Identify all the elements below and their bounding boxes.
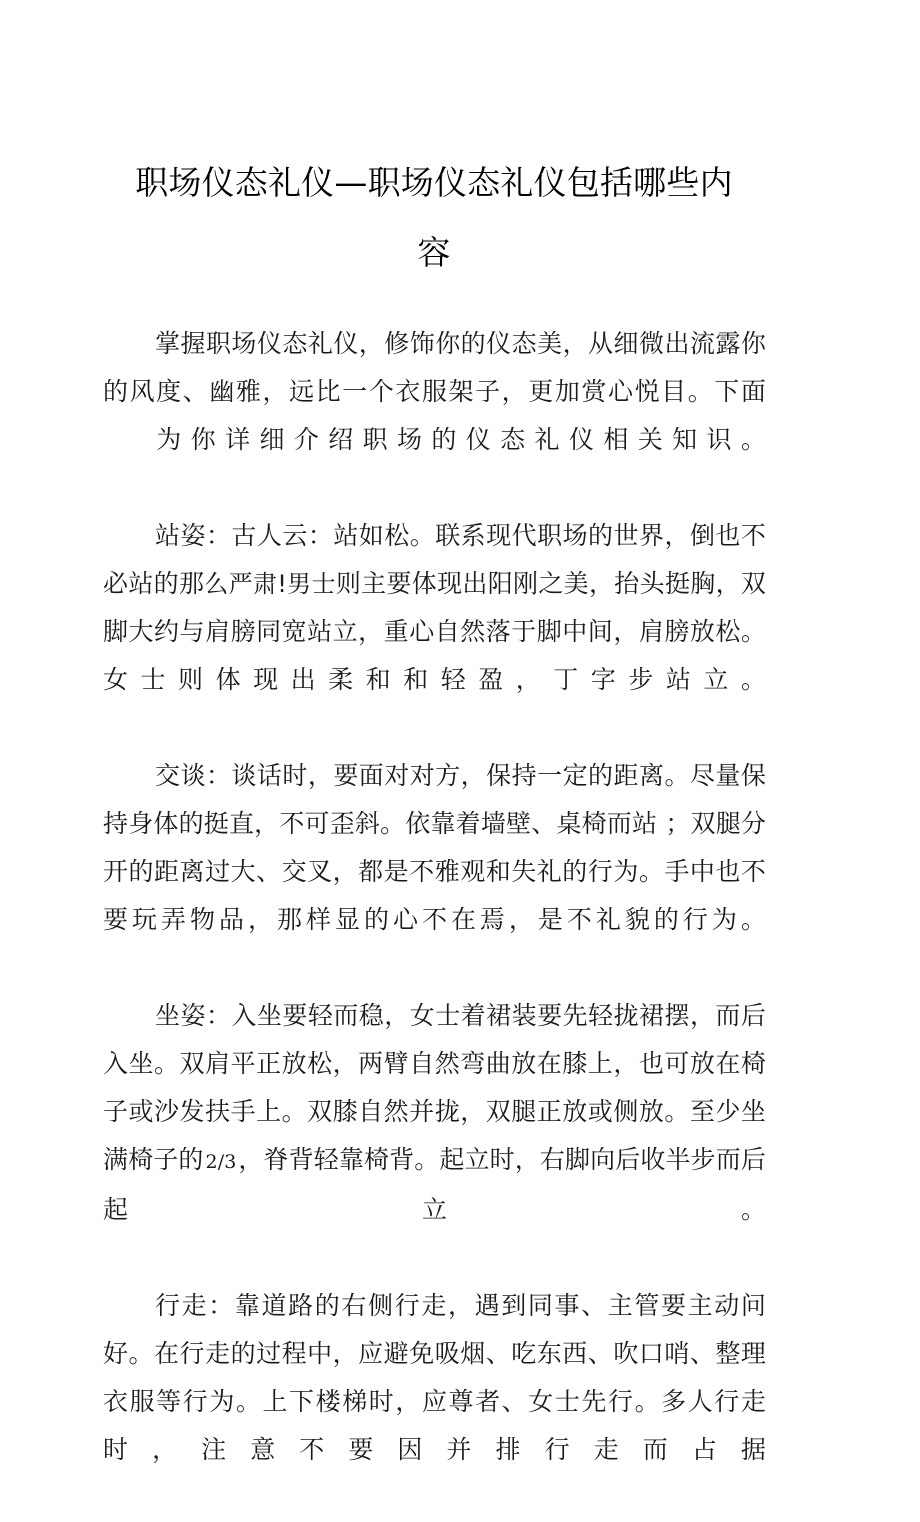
paragraph-intro [103,320,766,512]
paragraph-walking: 行走：靠道路的右侧行走，遇到同事、主管要主动问好。在行走的过程中，应避免吸烟、吃东西、吹口哨、整理衣服等行为。上下楼梯时，应尊者、女士先行。多人行走时，注意不要因并排行走而占据 [103,1291,766,1464]
paragraph-standing-rest: 则主要体现出阳刚之美，抬头挺胸，双脚大约与肩膀同宽站立，重心自然落于脚中间，肩膀放松。女士则体现出柔和和轻盈，丁字步站立。 [103,569,766,694]
page-title-line-1: 职场仪态礼仪—职场仪态礼仪包括哪些内 [135,163,733,202]
paragraph-conversation: 交谈：谈话时，要面对对方，保持一定的距离。尽量保持身体的挺直，不可歪斜。依靠着墙壁、桌椅而站 ；双腿分开的距离过大、交叉，都是不雅观和失礼的行为。手中也不要玩弄物品，那样显的心不在焉，是不礼貌的行为。 [103,761,766,934]
paragraph-intro-text-a: 掌握职场仪态礼仪，修饰你的仪态美，从细微出流露你的风度、幽雅，远比一个衣服架子，更加赏心悦目。下面 [103,329,766,406]
page-title-line-2: 容 [417,233,451,272]
paragraph-sitting-fraction: 2/3 [205,1151,237,1173]
paragraph-standing-posture [103,512,766,752]
paragraph-standing-alt-run: 么严肃!男士 [204,570,336,598]
paragraph-sitting-posture [103,992,766,1282]
page-title [103,148,765,288]
document-body [103,320,766,1522]
paragraph-intro-text-b: 为你详细介绍职场的仪态礼仪相关知识。 [147,425,766,454]
paragraph-standing-lead: 站姿：古人云：站如松。联系现代职场的世界，倒也不必站的那 [103,521,766,598]
paragraph-sitting-text-a: 坐姿：入坐要轻而稳，女士着裙装要先轻拢裙摆，而后入坐。双肩平正放松，两臂自然弯曲放在膝上，也可放在椅子或沙发扶手上。双膝自然并拢，双腿正放或侧放。至少坐满椅子的 [103,1001,766,1174]
paragraph-sitting-text-b: ，脊背轻靠椅背。起立时，右脚向后收半步而后起立。 [103,1145,766,1224]
